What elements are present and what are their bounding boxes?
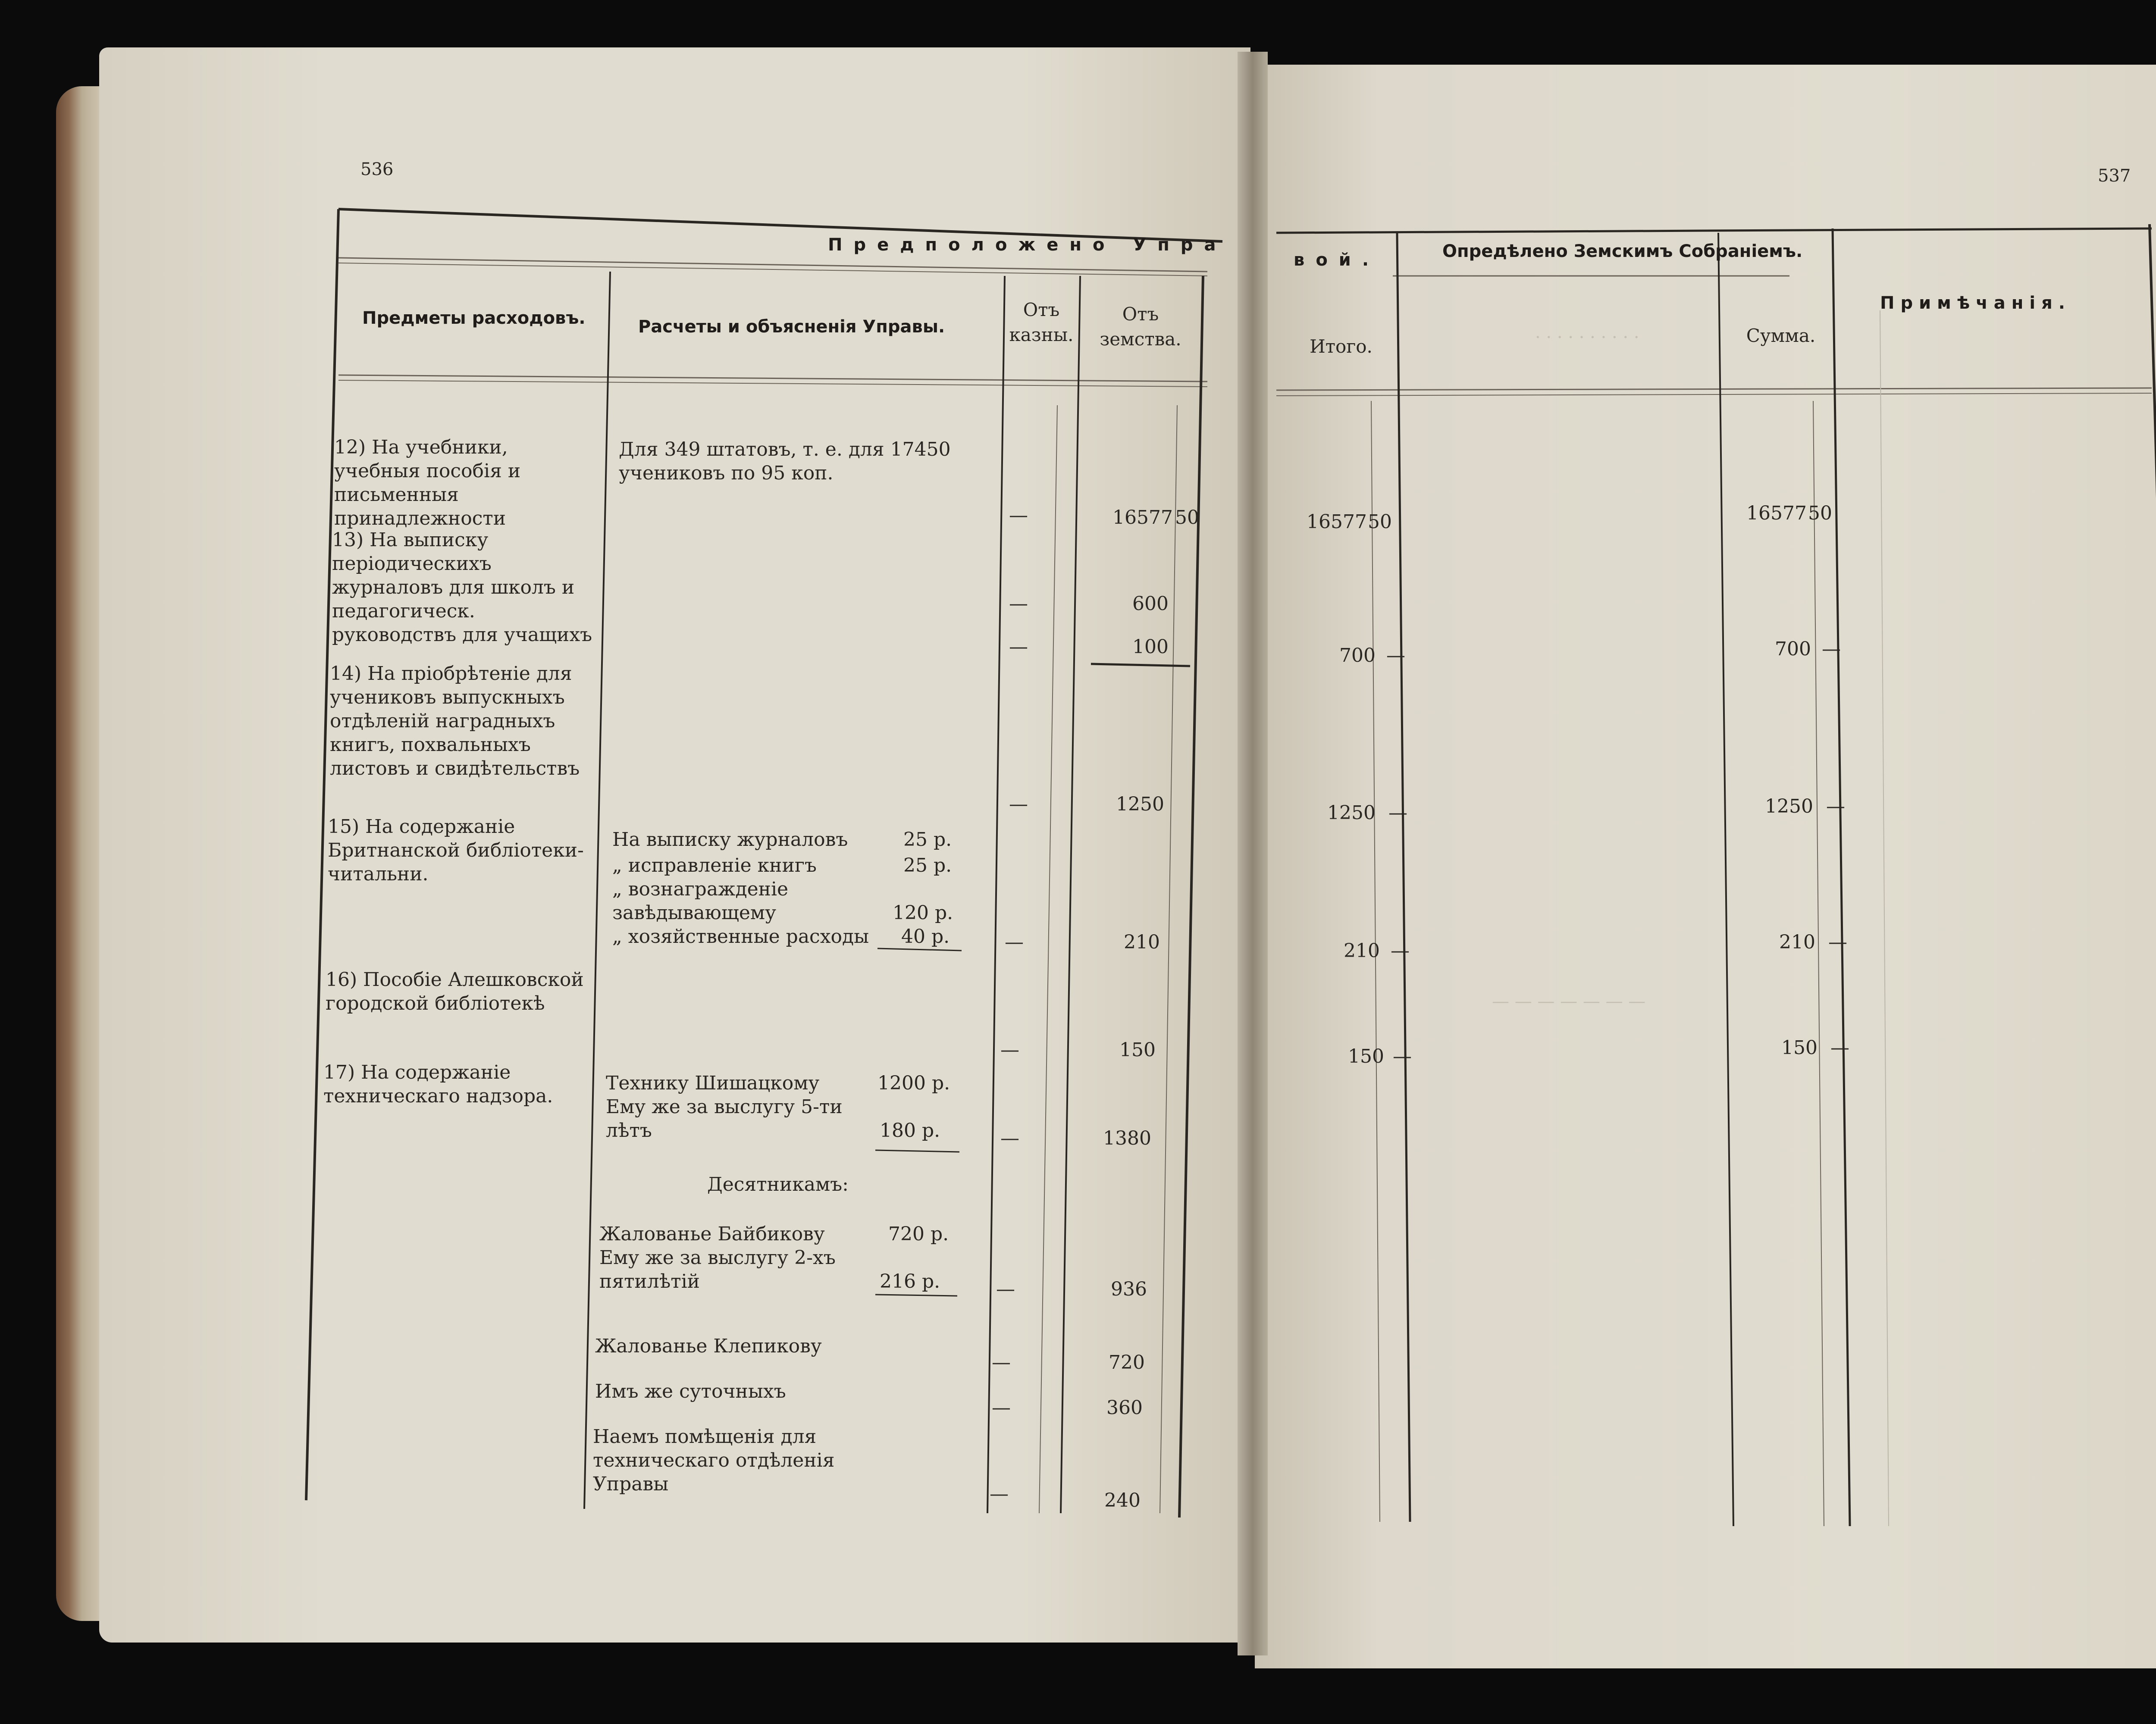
assembly-header: Опредѣлено Земскимъ Собраніемъ. [1442,241,1803,261]
zemstvo-value: 150 [1119,1039,1156,1061]
col-header-calc: Расчеты и объясненія Управы. [638,317,945,337]
zemstvo-value: 720 [1109,1352,1145,1374]
col-header-treasury: Отъ казны. [1009,299,1074,345]
calc-17b-amount: 216 р. [880,1270,940,1292]
page-number-left: 536 [360,160,394,179]
calc-17b-label: Ему же за выслугу 2-хъ пятилѣтій [599,1247,836,1292]
page-number-right: 537 [2098,166,2131,186]
item-12: 12) На учебники, учебныя пособія и письменныя принадлежности [334,436,521,529]
treasury-dash: — [996,1278,1015,1300]
total-dash: — [1386,645,1405,666]
col-header-notes: Примѣчанія. [1880,293,2071,313]
total-value: 700 [1339,645,1376,666]
col-header-zemstvo: Отъ земства. [1100,303,1181,350]
zemstvo-value: 100 [1132,636,1169,658]
treasury-dash: — [1005,931,1024,953]
zemstvo-value: 240 [1104,1489,1141,1511]
zemstvo-value: 1380 [1103,1127,1151,1149]
item-14: 14) На пріобрѣтеніе для учениковъ выпускныхъ отдѣленій наградныхъ книгъ, похвальныхъ листовъ и свидѣтельствъ [330,663,580,779]
sum-dash: — [1830,1037,1849,1059]
total-dash: — [1388,802,1407,824]
treasury-dash: — [1000,1127,1019,1149]
item-15: 15) На содержаніе Бритнанской библіотеки-читальни. [328,816,584,885]
sum-dash: — [1826,795,1845,817]
total-value: 16577 [1307,511,1367,533]
zemstvo-kopecks: 50 [1175,507,1199,529]
treasury-dash: — [1009,504,1028,526]
total-value: 210 [1344,940,1380,962]
zemstvo-value: 936 [1111,1278,1147,1300]
sum-value: 210 [1779,931,1815,953]
sum-dash: — [1822,638,1841,660]
sum-value: 700 [1775,638,1811,660]
item-17: 17) На содержаніе техническаго надзора. [323,1061,553,1107]
treasury-dash: — [990,1483,1009,1505]
zemstvo-value: 360 [1106,1397,1143,1419]
treasury-dash: — [992,1397,1011,1419]
col-header-sum: Сумма. [1746,325,1816,346]
calc-17b-amount: 720 р. [888,1223,949,1245]
treasury-dash: — [992,1352,1011,1374]
total-value: 1250 [1327,802,1376,824]
calc-15-amount: 120 р. [893,902,953,924]
sum-kopecks: 50 [1808,502,1832,524]
item-13: 13) На выписку періодическихъ журналовъ для школъ и педагогическ. руководствъ для учащихъ [332,529,592,646]
calc-15-amount: 25 р. [903,829,952,851]
sum-value: 16577 [1746,502,1807,524]
calc-17-amount: 180 р. [880,1120,940,1142]
total-dash: — [1393,1045,1412,1067]
treasury-dash: — [1000,1039,1019,1061]
desyatniki-title: Десятникамъ: [707,1173,849,1195]
total-value: 150 [1348,1045,1384,1067]
zemstvo-value: 16577 [1112,507,1173,529]
calc-15-label: „ вознагражденіе завѣдывающему [612,878,789,924]
sum-value: 150 [1781,1037,1818,1059]
calc-item-12: Для 349 штатовъ, т. е. для 17450 учениковъ по 95 коп. [619,438,951,484]
calc-17b-label: Жалованье Байбикову [599,1223,825,1245]
sum-dash: — [1828,931,1847,953]
zemstvo-value: 600 [1132,593,1169,615]
calc-15-label: На выписку журналовъ [612,829,848,851]
right-page-title-cont: вой. [1294,250,1380,270]
col-header-items: Предметы расходовъ. [362,308,586,328]
calc-17-amount: 1200 р. [877,1072,950,1094]
calc-17c-label: Наемъ помѣщенія для техническаго отдѣленія Управы [593,1426,835,1495]
bleed-through-text: · · · · · · · · · · [1535,328,1639,347]
col-header-total: Итого. [1310,336,1373,357]
calc-15-amount: 25 р. [903,854,952,876]
treasury-dash: — [1009,793,1028,815]
calc-15-label: „ хозяйственные расходы [612,926,869,948]
treasury-dash: — [1009,636,1028,658]
calc-15-amount: 40 р. [901,926,950,948]
total-kopecks: 50 [1368,511,1392,533]
calc-15-label: „ исправленіе книгъ [612,854,817,876]
sum-value: 1250 [1765,795,1813,817]
left-page-title: Предположено Упра [828,235,1227,255]
zemstvo-value: 210 [1124,931,1160,953]
treasury-dash: — [1009,593,1028,615]
item-16: 16) Пособіе Алешковской городской библіотекѣ [326,969,584,1014]
bleed-through-text: — — — — — — — [1492,992,1646,1011]
zemstvo-value: 1250 [1116,793,1164,815]
total-dash: — [1391,940,1410,962]
calc-17-label: Технику Шишацкому [606,1072,820,1094]
calc-17-label: Ему же за выслугу 5-ти лѣтъ [606,1096,843,1142]
calc-17c-label: Жалованье Клепикову [595,1335,822,1357]
calc-17c-label: Имъ же суточныхъ [595,1380,786,1402]
